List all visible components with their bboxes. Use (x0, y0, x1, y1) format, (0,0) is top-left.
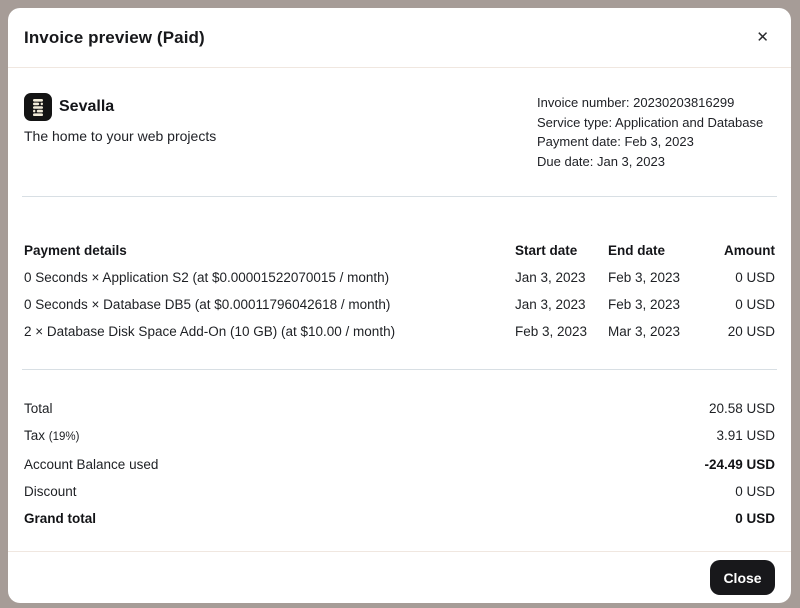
due-date: Due date: Jan 3, 2023 (537, 153, 665, 169)
tax-value: 3.91 USD (716, 428, 775, 443)
line-item-end-date: Feb 3, 2023 (608, 297, 681, 312)
payment-date: Payment date: Feb 3, 2023 (537, 134, 694, 149)
modal-footer (8, 551, 791, 603)
section-divider (22, 196, 777, 197)
account-balance-row (24, 451, 775, 478)
line-item-description: 0 Seconds × Database DB5 (at $0.00011796042618 / month) (24, 297, 391, 312)
discount-row (24, 478, 775, 505)
table-row (24, 264, 775, 291)
invoice-body (8, 93, 791, 532)
total-row (24, 395, 775, 422)
column-header-amount: Amount (724, 243, 775, 258)
tax-percentage: (19%) (48, 431, 80, 443)
line-item-start-date: Jan 3, 2023 (515, 270, 586, 285)
tax-label: Tax (19%) (24, 428, 80, 443)
line-item-amount: 20 USD (727, 324, 775, 339)
table-row (24, 291, 775, 318)
line-item-amount: 0 USD (735, 297, 775, 312)
section-divider (22, 369, 777, 370)
line-item-amount: 0 USD (735, 270, 775, 285)
table-row (24, 318, 775, 345)
account-balance-label: Account Balance used (24, 457, 159, 472)
line-item-start-date: Jan 3, 2023 (515, 297, 586, 312)
column-header-start-date: Start date (515, 243, 578, 258)
payment-details-table (24, 237, 775, 345)
tax-row (24, 422, 775, 451)
close-icon[interactable]: ✕ (752, 26, 773, 49)
brand-name: Sevalla (59, 98, 115, 115)
grand-total-label: Grand total (24, 511, 97, 526)
invoice-number: Invoice number: 20230203816299 (537, 95, 735, 110)
brand-tagline: The home to your web projects (24, 128, 217, 144)
grand-total-value: 0 USD (735, 511, 775, 526)
brand-block (24, 93, 216, 171)
modal-title: Invoice preview (Paid) (24, 27, 205, 47)
discount-value: 0 USD (735, 484, 775, 499)
invoice-preview-modal (8, 8, 791, 603)
grand-total-row (24, 505, 775, 532)
column-header-end-date: End date (608, 243, 666, 258)
discount-label: Discount (24, 484, 77, 499)
line-item-start-date: Feb 3, 2023 (515, 324, 588, 339)
sevalla-logo-icon (24, 93, 52, 121)
line-item-description: 0 Seconds × Application S2 (at $0.00001522070015 / month) (24, 270, 390, 285)
service-type: Service type: Application and Database (537, 114, 764, 130)
column-header-payment-details: Payment details (24, 243, 127, 258)
modal-header (8, 8, 791, 68)
line-item-end-date: Feb 3, 2023 (608, 270, 681, 285)
close-button[interactable]: Close (710, 560, 775, 595)
total-value: 20.58 USD (708, 401, 775, 416)
account-balance-value: -24.49 USD (704, 457, 775, 472)
invoice-meta (537, 93, 775, 171)
table-header-row (24, 237, 775, 264)
totals-section (24, 395, 775, 532)
invoice-header-section (24, 93, 775, 171)
line-item-description: 2 × Database Disk Space Add-On (10 GB) (at $10.00 / month) (24, 324, 396, 339)
line-item-end-date: Mar 3, 2023 (608, 324, 681, 339)
total-label: Total (24, 401, 53, 416)
